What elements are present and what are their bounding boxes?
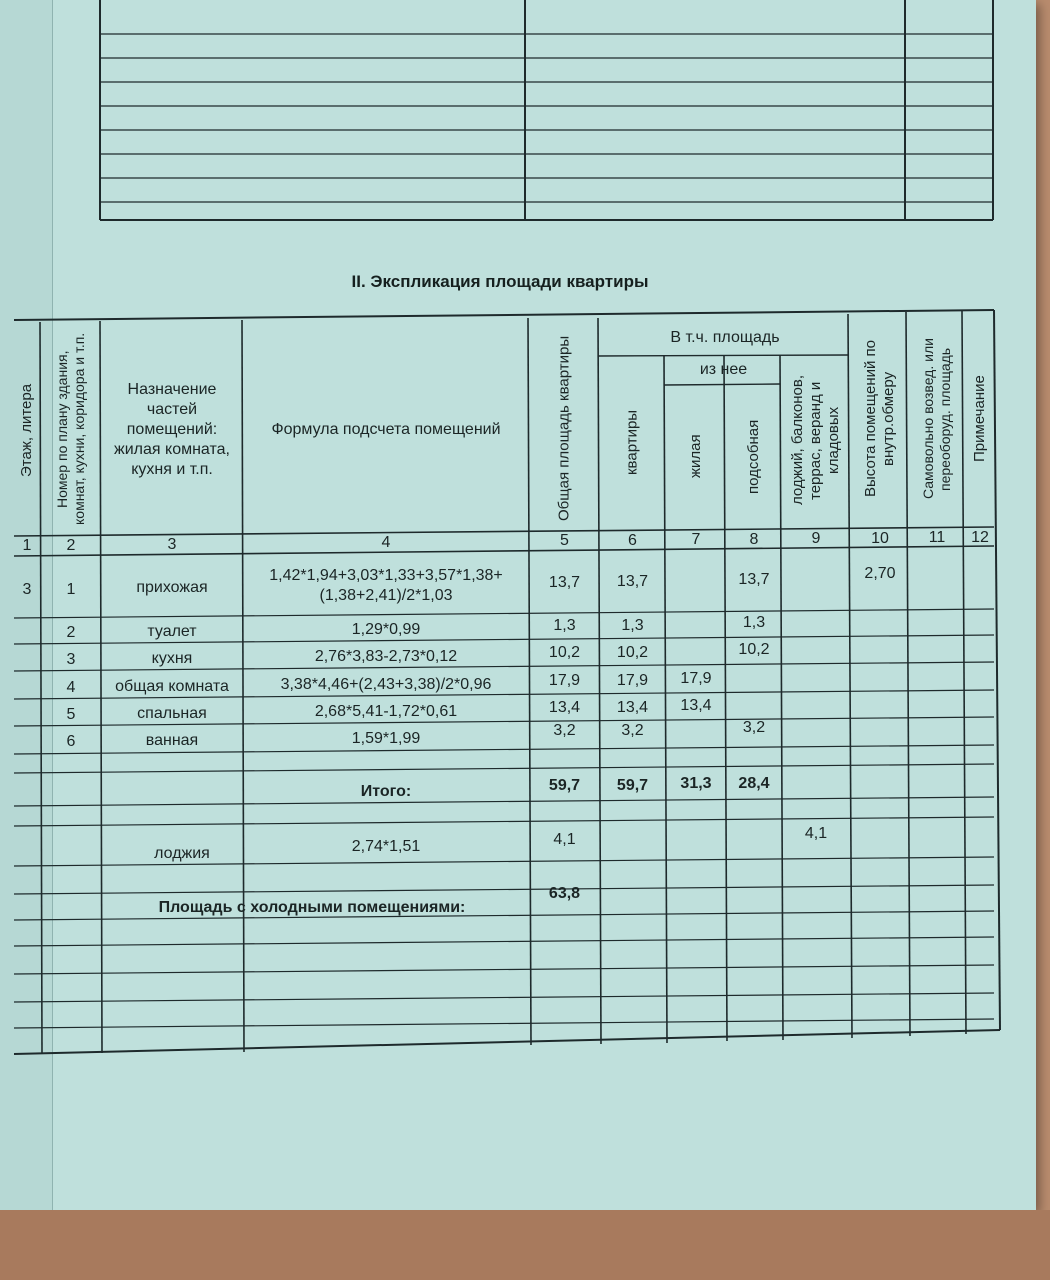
cell-room-name: ванная [145,732,199,749]
total-apartment-area: 59,7 [616,777,649,794]
cell-formula: 2,76*3,83-2,73*0,12 [314,648,458,665]
column-number: 4 [381,534,391,551]
cold-area-label: Площадь с холодными помещениями: [158,899,466,916]
total-living-area: 31,3 [680,775,712,792]
header-unauthorized: Самовольно возвед. или переоборуд. площадь [920,338,953,500]
column-number: 9 [811,530,821,547]
cell-loggia-area [783,552,849,608]
header-height: Высота помещений по внутр.обмеру [862,340,897,498]
column-number: 10 [871,530,889,547]
cell-room-name: лоджия [154,845,210,862]
cell-formula: 1,59*1,99 [351,730,421,747]
cell-total-area: 17,9 [548,672,581,689]
cell-apartment-area: 13,4 [616,699,649,716]
header-total-area: Общая площадь квартиры [555,335,573,521]
cell-apartment-area: 13,7 [616,573,649,590]
header-group-area: В т.ч. площадь [670,329,780,346]
header-plan-number: Номер по плану здания, комнат, кухни, коридора и т.п. [54,332,87,526]
cell-room-name: спальная [137,705,207,722]
cell-formula: 2,74*1,51 [351,838,421,855]
cold-total-area: 63,8 [548,885,581,902]
cell-room-number: 1 [66,581,76,598]
column-number: 1 [22,537,32,554]
cell-room-name: общая комната [115,678,229,695]
total-aux-area: 28,4 [738,775,770,792]
cell-apartment-area: 10,2 [616,644,649,661]
header-living: жилая [687,434,704,479]
cell-formula: 3,38*4,46+(2,43+3,38)/2*0,96 [280,676,492,693]
column-number: 3 [167,536,177,553]
section-title: II. Экспликация площади квартиры [351,272,649,291]
header-floor: Этаж, литера [18,383,35,477]
cell-formula [244,558,528,614]
cell-room-name: кухня [151,650,193,667]
column-number: 12 [971,529,989,546]
cell-height: 2,70 [864,565,896,582]
cell-room-name: прихожая [136,579,208,596]
header-apartment: квартиры [623,409,641,476]
header-subgroup: из нее [699,361,748,378]
column-number: 7 [691,531,701,548]
total-label: Итого: [360,783,412,800]
column-number: 5 [560,532,569,549]
header-room-purpose: Назначение частей помещений: жилая комната, кухня и т.п. [114,381,230,478]
header-formula: Формула подсчета помещений [271,421,501,438]
cell-room-number: 3 [66,651,76,668]
header-auxiliary: подсобная [745,419,762,494]
cell-total-area: 13,4 [548,699,581,716]
column-number: 8 [749,531,759,548]
cell-total-area: 10,2 [548,644,581,661]
cell-living-area: 13,4 [680,697,712,714]
cell-formula: 2,68*5,41-1,72*0,61 [314,703,458,720]
cell-room-number: 6 [66,733,76,750]
cell-aux-area: 3,2 [742,719,766,736]
column-number: 11 [928,529,946,546]
header-loggia: лоджий, балконов, террас, веранд и кладовых [789,375,842,506]
cell-apartment-area: 17,9 [616,672,649,689]
cell-loggia-area: 4,1 [804,825,828,842]
cell-living-area [667,553,725,609]
cell-floor: 3 [22,581,32,598]
cell-living-area: 17,9 [680,670,712,687]
cell-room-number: 2 [66,624,76,641]
cell-apartment-area: 1,3 [621,617,644,634]
column-number: 6 [628,532,637,549]
cell-aux-area: 1,3 [742,614,766,631]
cell-apartment-area: 3,2 [621,722,644,739]
cell-total-area: 1,3 [553,617,576,634]
cell-total-area: 13,7 [548,574,581,591]
cell-aux-area: 13,7 [738,571,770,588]
column-number: 2 [66,537,76,554]
cell-aux-area: 10,2 [738,641,770,658]
cell-formula: 1,29*0,99 [351,621,421,638]
cell-room-number: 5 [66,706,76,723]
formula-line: 1,42*1,94+3,03*1,33+3,57*1,38+ [269,567,503,584]
cell-total-area: 4,1 [553,831,576,848]
total-area: 59,7 [548,777,581,794]
header-note: Примечание [971,375,988,463]
formula-line: (1,38+2,41)/2*1,03 [319,587,453,604]
cell-room-name: туалет [147,623,197,640]
cell-room-number: 4 [66,679,76,696]
cell-total-area: 3,2 [553,722,576,739]
